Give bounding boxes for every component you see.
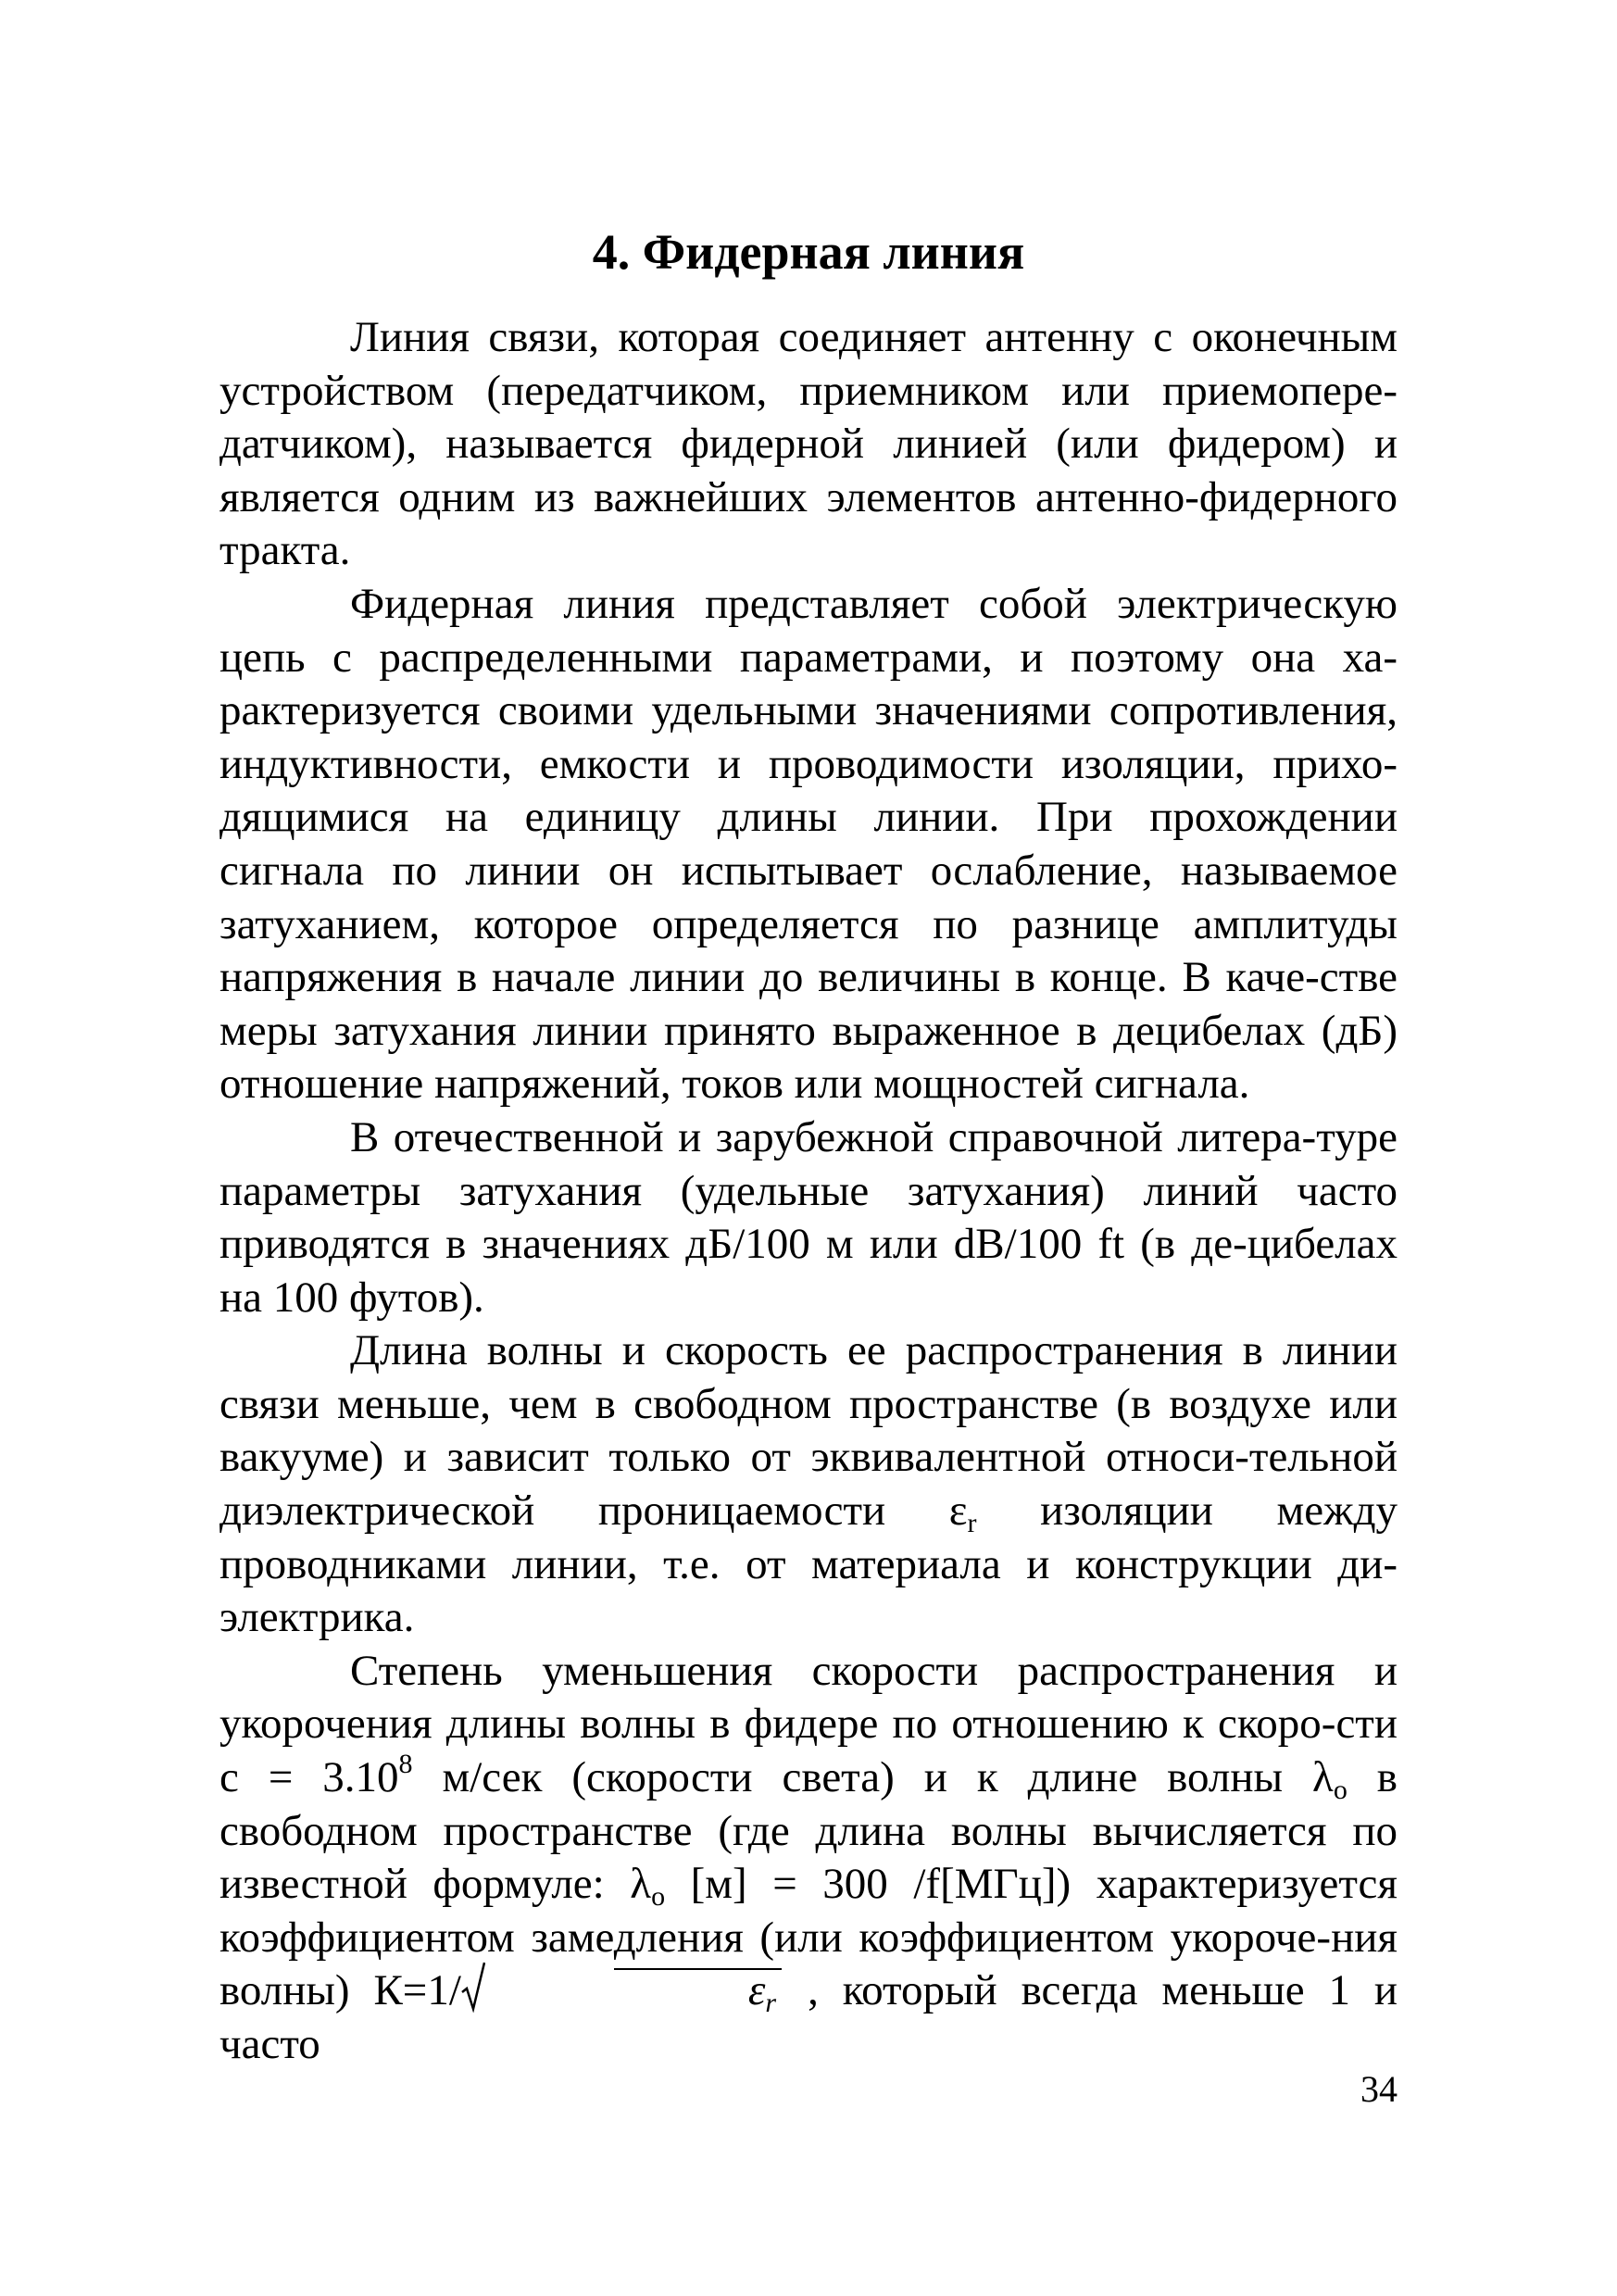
subscript: o — [1333, 1775, 1348, 1806]
text-run: м/сек (скорости света) и к длине волны λ — [412, 1753, 1334, 1802]
text-run: Длина волны и скорость ее распространения в линии связи меньше, чем в свободном пространстве (в воздухе или вакууме) и зависит только от эквивалентной относи-тельной диэлектрической проницаемости ε — [219, 1326, 1398, 1536]
text-run: в свободном пространстве (где длина волны вычисляется по известной формуле: λ — [219, 1753, 1398, 1909]
subscript: r — [967, 1508, 977, 1539]
document-page — [219, 0, 1398, 2296]
body-text — [219, 311, 1398, 2072]
square-root-formula — [461, 1964, 782, 2018]
paragraph-feeder-definition: Линия связи, которая соединяет антенну с оконечным устройством (передатчиком, приемником или приемопере-датчиком), называется фидерной линией (или фидером) и является одним из важнейших элементов антенно-фидерного тракта. — [219, 313, 1398, 575]
paragraph-velocity-factor — [219, 1645, 1398, 2072]
subscript: o — [651, 1881, 666, 1913]
section-title: 4. Фидерная линия — [592, 224, 1025, 280]
text-run: Степень уменьшения скорости распространения и укорочения длины волны в фидере по отношению к скоро-сти с = 3.10 — [219, 1646, 1398, 1802]
radical-sign-icon — [461, 1961, 485, 2013]
subscript: r — [765, 1988, 777, 2019]
paragraph-attenuation: Фидерная линия представляет собой электрическую цепь с распределенными параметрами, и поэтому она ха-рактеризуется своими удельными значениями сопротивления, индуктивности, емкости и проводимости изоляции, прихо-дящимися на единицу длины линии. При прохождении сигнала по линии он испытывает ослабление, называемое затуханием, которое определяется по разнице амплитуды напряжения в начале линии до величины в конце. В каче-стве меры затухания линии принято выраженное в децибелах (дБ) отношение напряжений, токов или мощностей сигнала. — [219, 579, 1398, 1109]
text-run: , который всегда меньше 1 и часто — [219, 1966, 1398, 2068]
page-number: 34 — [1360, 2068, 1398, 2110]
paragraph-reference-units: В отечественной и зарубежной справочной литера-туре параметры затухания (удельные затухания) линий часто приводятся в значениях дБ/100 м или dB/100 ft (в де-цибелах на 100 футов). — [219, 1112, 1398, 1322]
radicand — [614, 1966, 782, 2019]
superscript: 8 — [398, 1749, 413, 1780]
paragraph-wavelength — [219, 1324, 1398, 1645]
radicand-symbol: ε — [747, 1966, 766, 2015]
text-run: [м] = 300 /f[МГц]) характеризуется коэффициентом замедления (или коэффициентом укороче-ния волны) К=1/ — [219, 1860, 1398, 2015]
text-run: изоляции между проводниками линии, т.е. от материала и конструкции ди-электрика. — [219, 1487, 1398, 1642]
